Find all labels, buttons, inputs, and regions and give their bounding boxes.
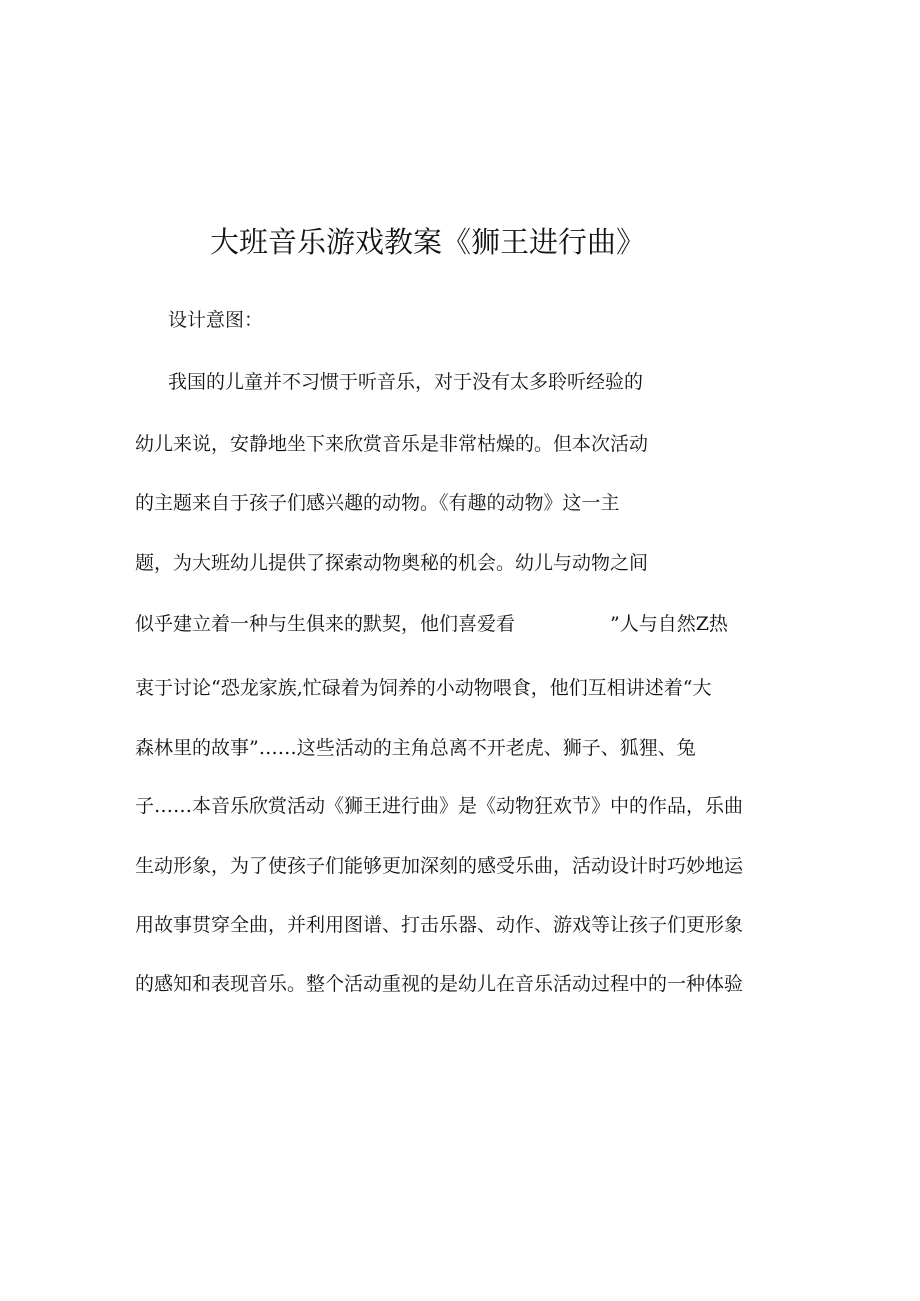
paragraph-line: 幼儿来说，安静地坐下来欣赏音乐是非常枯燥的。但本次活动 — [135, 433, 649, 455]
paragraph-line: 的感知和表现音乐。整个活动重视的是幼儿在音乐活动过程中的一种体验 — [135, 973, 744, 995]
paragraph-line: 森林里的故事”……这些活动的主角总离不开老虎、狮子、狐狸、兔 — [135, 737, 696, 759]
paragraph-line: 子……本音乐欣赏活动《狮王进行曲》是《动物狂欢节》中的作品，乐曲 — [135, 795, 744, 817]
section-heading: 设计意图： — [168, 309, 264, 331]
paragraph-line: 衷于讨论“恐龙家族,忙碌着为饲养的小动物喂食，他们互相讲述着“大 — [135, 677, 712, 699]
paragraph-line: 的主题来自于孩子们感兴趣的动物。《有趣的动物》这一主 — [135, 492, 620, 514]
paragraph-line: 生动形象，为了使孩子们能够更加深刻的感受乐曲，活动设计时巧妙地运 — [135, 855, 744, 877]
paragraph-line: 题，为大班幼儿提供了探索动物奥秘的机会。幼儿与动物之间 — [135, 552, 649, 574]
paragraph-line: 似乎建立着一种与生俱来的默契，他们喜爱看 — [135, 613, 516, 635]
paragraph-line: 用故事贯穿全曲，并利用图谱、打击乐器、动作、游戏等让孩子们更形象 — [135, 914, 744, 936]
paragraph-line: 我国的儿童并不习惯于听音乐，对于没有太多聆听经验的 — [168, 371, 644, 393]
document-title: 大班音乐游戏教案《狮王进行曲》 — [210, 225, 646, 259]
paragraph-line-fragment: ”人与自然Z热 — [610, 613, 728, 635]
